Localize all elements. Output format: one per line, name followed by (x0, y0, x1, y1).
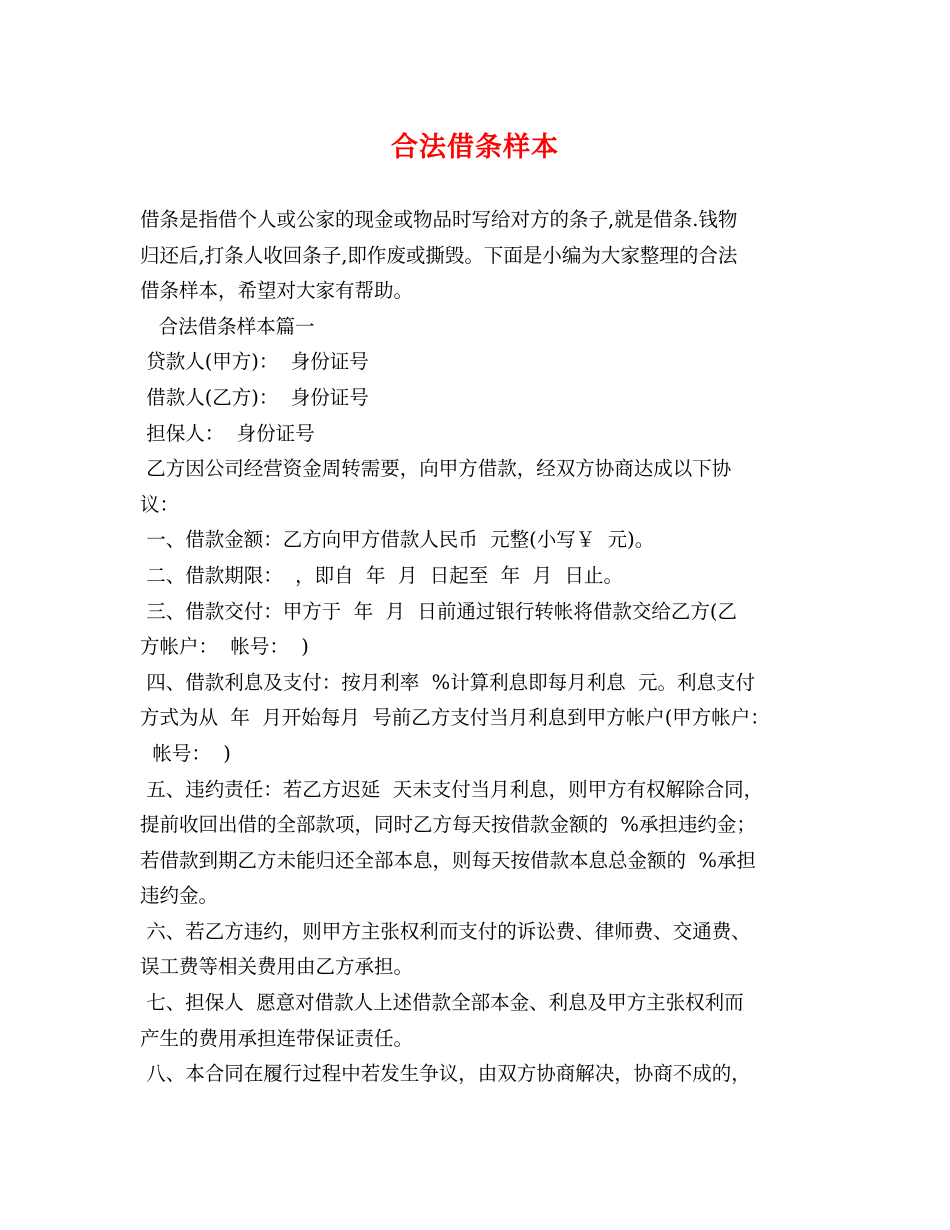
text-line: 乙方因公司经营资金周转需要，向甲方借款，经双方协商达成以下协 (140, 457, 732, 481)
text-line: 方式为从 年 月开始每月 号前乙方支付当月利息到甲方帐户(甲方帐户： (140, 706, 770, 730)
clause-line: 三、借款交付：甲方于 年 月 日前通过银行转帐将借款交给乙方(乙 (140, 599, 737, 623)
guarantor-line: 担保人： 身份证号 (140, 421, 315, 445)
clause-line: 五、违约责任：若乙方迟延 天未支付当月利息，则甲方有权解除合同， (140, 777, 764, 801)
document-body (140, 202, 830, 1092)
text-line: 提前收回出借的全部款项，同时乙方每天按借款金额的 %承担违约金； (140, 813, 756, 837)
text-line: 帐号： ) (140, 741, 231, 765)
section-heading: 合法借条样本篇一 (140, 314, 315, 338)
clause-line: 七、担保人 愿意对借款人上述借款全部本金、利息及甲方主张权利而 (140, 991, 744, 1015)
clause-line: 四、借款利息及支付：按月利率 %计算利息即每月利息 元。利息支付 (140, 670, 756, 694)
text-line: 误工费等相关费用由乙方承担。 (140, 955, 414, 979)
text-line: 归还后,打条人收回条子,即作废或撕毁。下面是小编为大家整理的合法 (140, 243, 738, 267)
clause-line: 一、借款金额：乙方向甲方借款人民币 元整(小写￥ 元)。 (140, 528, 655, 552)
document-title: 合法借条样本 (391, 132, 559, 163)
clause-line: 六、若乙方违约，则甲方主张权利而支付的诉讼费、律师费、交通费、 (140, 919, 751, 943)
clause-line: 二、借款期限： ，即自 年 月 日起至 年 月 日止。 (140, 563, 623, 587)
lender-line: 贷款人(甲方)： 身份证号 (140, 350, 369, 374)
borrower-line: 借款人(乙方)： 身份证号 (140, 385, 369, 409)
text-line: 若借款到期乙方未能归还全部本息，则每天按借款本息总金额的 %承担 (140, 848, 756, 872)
text-line: 产生的费用承担连带保证责任。 (140, 1026, 414, 1050)
clause-line: 八、本合同在履行过程中若发生争议，由双方协商解决，协商不成的， (140, 1062, 751, 1086)
text-line: 方帐户： 帐号： ) (140, 635, 309, 659)
text-line: 借条样本，希望对大家有帮助。 (140, 279, 414, 303)
text-line: 违约金。 (140, 884, 219, 908)
text-line: 议： (140, 492, 180, 516)
text-line: 借条是指借个人或公家的现金或物品时写给对方的条子,就是借条.钱物 (140, 208, 738, 231)
